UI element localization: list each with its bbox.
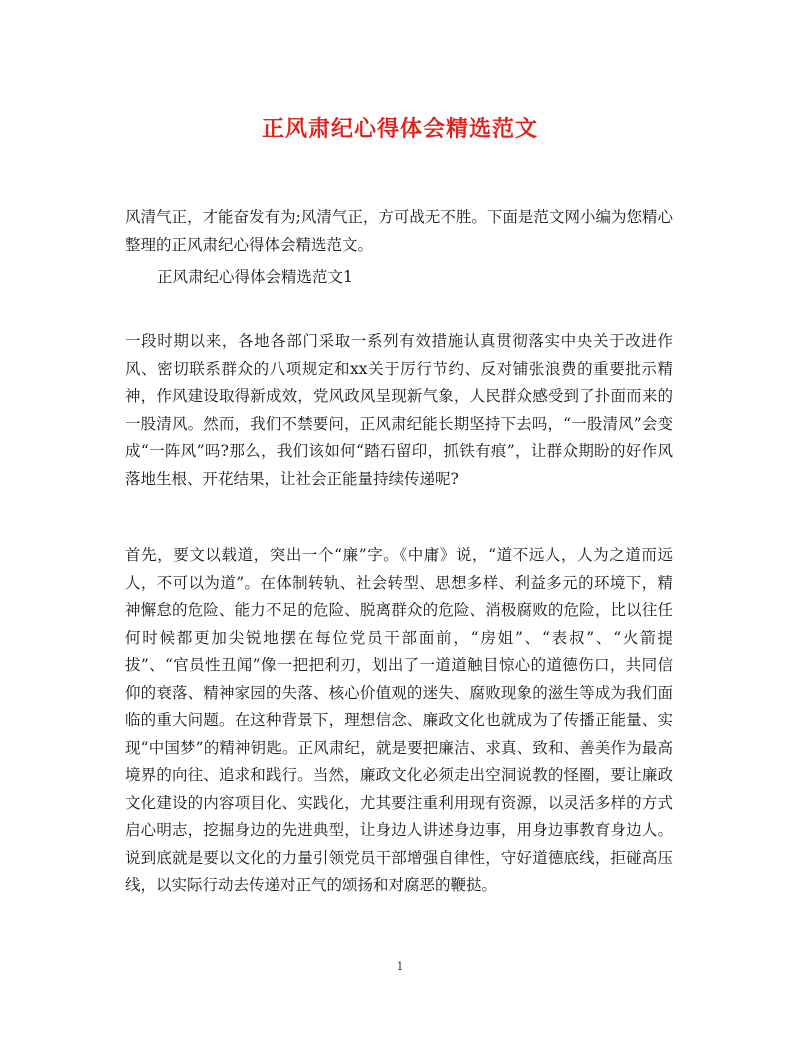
intro-paragraph: 风清气正，才能奋发有为;风清气正，方可战无不胜。下面是范文网小编为您精心整理的正风肃纪心得体会精选范文。 [125,208,673,254]
document-title: 正风肃纪心得体会精选范文 [261,116,538,142]
section-subheading: 正风肃纪心得体会精选范文1 [157,268,353,286]
page-number: 1 [396,960,404,973]
body-paragraph-2: 首先，要文以载道，突出一个“廉”字。《中庸》说，“道不远人，人为之道而远人，不可以为道”。在体制转轨、社会转型、思想多样、利益多元的环境下，精神懈怠的危险、能力不足的危险、脱离群众的危险、消极腐败的危险，比以往任何时候都更加尖锐地摆在每位党员干部面前，“房姐”、“表叔”、“火箭提拔”、“官员性丑闻”像一把把利刃，划出了一道道触目惊心的道德伤口，共同信仰的衰落、精神家园的失落、核心价值观的迷失、腐败现象的滋生等成为我们面临的重大问题。在这种背景下，理想信念、廉政文化也就成为了传播正能量、实现“中国梦”的精神钥匙。正风肃纪，就是要把廉洁、求真、致和、善美作为最高境界的向往、追求和践行。当然，廉政文化必须走出空洞说教的怪圈，要让廉政文化建设的内容项目化、实践化，尤其要注重利用现有资源，以灵活多样的方式启心明志，挖掘身边的先进典型，让身边人讲述身边事，用身边事教育身边人。说到底就是要以文化的力量引领党员干部增强自律性，守好道德底线，拒碰高压线，以实际行动去传递对正气的颂扬和对腐恶的鞭挞。 [125,546,673,894]
body-paragraph-1: 一段时期以来，各地各部门采取一系列有效措施认真贯彻落实中央关于改进作风、密切联系群众的八项规定和xx关于厉行节约、反对铺张浪费的重要批示精神，作风建设取得新成效，党风政风呈现新气象，人民群众感受到了扑面而来的一股清风。然而，我们不禁要问，正风肃纪能长期坚持下去吗，“一股清风”会变成“一阵风”吗?那么，我们该如何“踏石留印，抓铁有痕”，让群众期盼的好作风落地生根、开花结果，让社会正能量持续传递呢? [125,332,673,488]
